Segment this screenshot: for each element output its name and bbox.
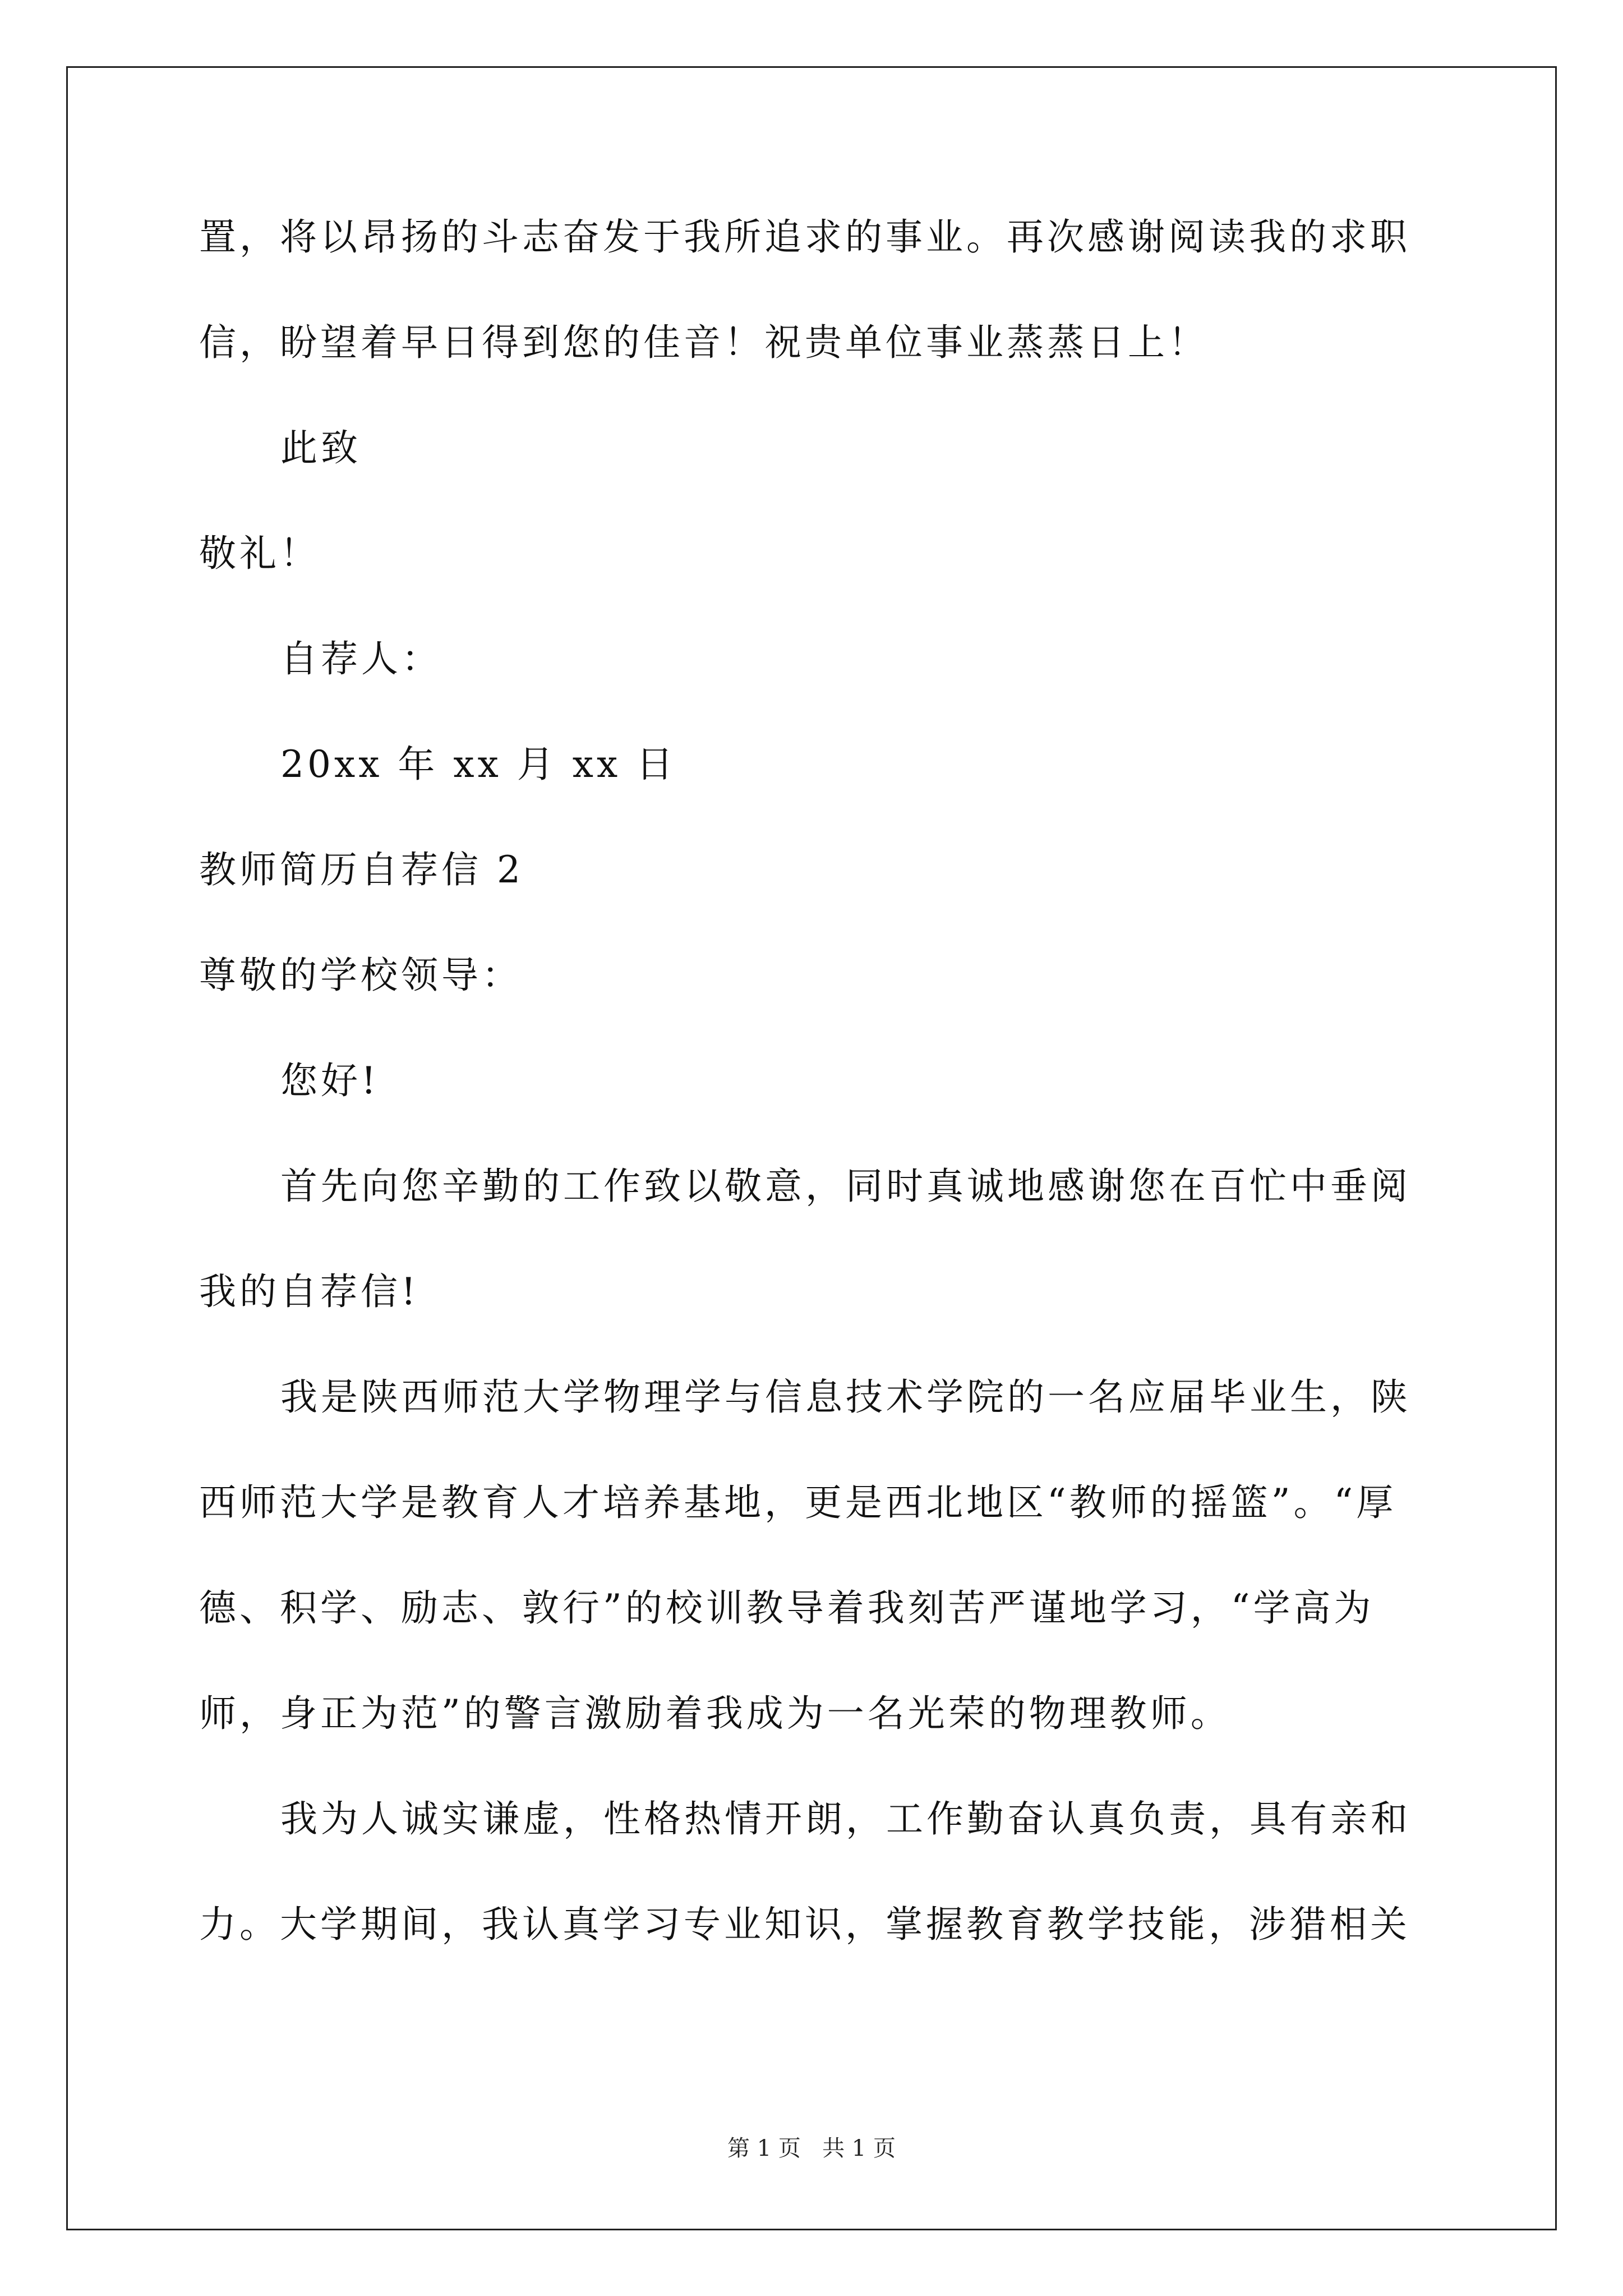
paragraph-2-line-1: 我是陕西师范大学物理学与信息技术学院的一名应届毕业生，陕 [280, 1375, 1411, 1419]
paragraph-2-line-3: 德、积学、励志、敦行”的校训教导着我刻苦严谨地学习，“学高为 [199, 1586, 1375, 1630]
paragraph-1-line-2: 我的自荐信! [199, 1270, 419, 1313]
salutation-closing: 此致 [280, 426, 361, 470]
signature-label: 自荐人： [280, 637, 442, 680]
date-line: 20xx 年 xx 月 xx 日 [280, 743, 677, 786]
document-body [199, 215, 1433, 2012]
greeting-recipient: 尊敬的学校领导： [199, 954, 522, 997]
text-line-1: 置，将以昂扬的斗志奋发于我所追求的事业。再次感谢阅读我的求职 [199, 215, 1410, 259]
paragraph-3-line-1: 我为人诚实谦虚，性格热情开朗，工作勤奋认真负责，具有亲和 [280, 1797, 1411, 1841]
paragraph-2-line-4: 师，身正为范”的警言激励着我成为一名光荣的物理教师。 [199, 1692, 1231, 1735]
text-line-2: 信，盼望着早日得到您的佳音！祝贵单位事业蒸蒸日上！ [199, 321, 1209, 364]
salutation-respect: 敬礼！ [199, 532, 320, 575]
paragraph-3-line-2: 力。大学期间，我认真学习专业知识，掌握教育教学技能，涉猎相关 [199, 1903, 1410, 1946]
page-number-footer: 第 1 页 共 1 页 [727, 2136, 896, 2161]
paragraph-1-line-1: 首先向您辛勤的工作致以敬意，同时真诚地感谢您在百忙中垂阅 [280, 1165, 1411, 1208]
greeting-hello: 您好! [280, 1059, 380, 1102]
section-title: 教师简历自荐信 2 [199, 848, 524, 891]
paragraph-2-line-2: 西师范大学是教育人才培养基地，更是西北地区“教师的摇篮”。“厚 [199, 1481, 1397, 1524]
